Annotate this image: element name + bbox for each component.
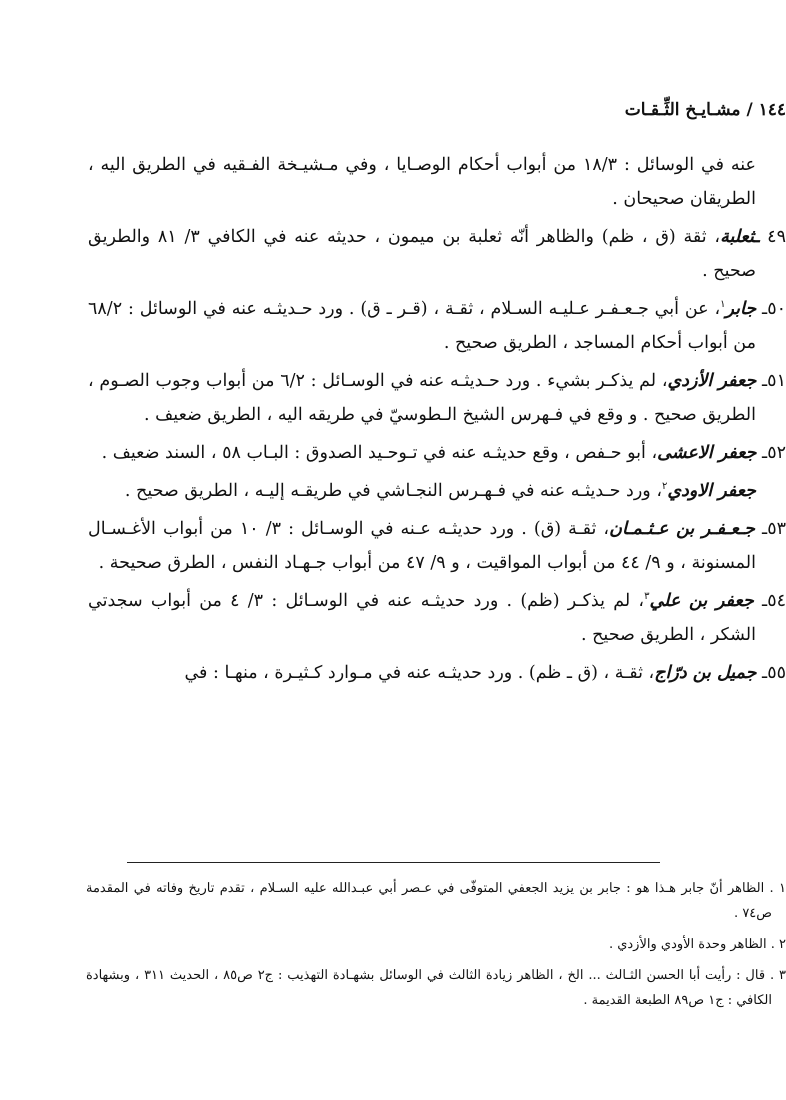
entry-number: ٥٠ـ <box>762 299 786 319</box>
narrator-name: جابر <box>725 299 757 319</box>
entry-53 <box>88 512 786 580</box>
entry-number: ٥٤ـ <box>762 591 786 611</box>
narrator-name: ـثعلبة <box>720 227 760 247</box>
entry-55 <box>88 656 786 690</box>
entry-50 <box>88 292 786 360</box>
entry-number: ٤٩ <box>767 227 786 247</box>
narrator-name: جعفر الاودي <box>667 481 756 501</box>
entry-text: ، لم يذكـر (ظم) . ورد حديثـه عنه في الوسـائل : ٣/ ٤ من أبواب سجدتي الشكر ، الطريق صحيح . <box>88 591 756 645</box>
entry-51 <box>88 364 786 432</box>
entry-52 <box>88 436 786 470</box>
entry-text: ، ثقـة ، (ق ـ ظم) . ورد حديثـه عنه في مـوارد كـثيـرة ، منهـا : في <box>184 663 655 683</box>
footnote-2 <box>86 932 786 957</box>
main-text <box>88 146 786 694</box>
footnote-ref: ١ <box>720 299 726 311</box>
footnote-text: الظاهر أنّ جابر هـذا هو : جابر بن يزيد الجعفي المتوفّى في عـصر أبي عبـدالله عليه السـلام ، تقدم تاريخ وفاته في المقدمة ص٧٤ . <box>86 881 772 921</box>
footnote-1 <box>86 876 786 926</box>
narrator-name: جميل بن درّاج <box>654 663 757 683</box>
entry-54 <box>88 584 786 652</box>
entry-number: ٥٢ـ <box>762 443 786 463</box>
entry-text: ، عن أبي جـعـفـر عـليـه السـلام ، ثقـة ، (قـر ـ ق) . ورد حـديثـه عنه في الوسائل : ٦٨/٢ من أبواب أحكام المساجد ، الطريق صحيح . <box>88 299 756 353</box>
page-number: ١٤٤ <box>758 100 786 120</box>
entry-49 <box>88 220 786 288</box>
footnote-text: قال : رأيت أبا الحسن الثـالث ... الخ ، الظاهر زيادة الثالث في الوسائل بشهـادة التهذيب : ج٢ ص٨٥ ، الحديث ٣١١ ، وبشهادة الكافي : ج١ ص٨٩ الطبعة القديمة . <box>86 968 772 1008</box>
entry-text: ، أبو حـفص ، وقع حديثـه عنه في تـوحـيد الصدوق : البـاب ٥٨ ، السند ضعيف . <box>101 443 658 463</box>
narrator-name: جـعـفـر بن عـثـمـان <box>609 519 755 539</box>
footnote-divider <box>127 862 660 863</box>
footnote-marker: ٢ . <box>770 937 786 952</box>
entry-number: ٥١ـ <box>762 371 786 391</box>
header-separator: / <box>746 100 753 120</box>
book-title: مشـايـخ الثِّـقـات <box>624 100 741 120</box>
entry-text: عنه في الوسائل : ١٨/٣ من أبواب أحكام الوصـايا ، وفي مـشيـخة الفـقيه في الطريق اليه ، الطريقان صحيحان . <box>88 155 756 209</box>
entry-text: ، ثقة (ق ، ظم) والظاهر أنّه ثعلبة بن ميمون ، حديثه عنه في الكافي ٣/ ٨١ والطريق صحيح . <box>88 227 756 281</box>
footnote-marker: ٣ . <box>769 968 786 983</box>
entry-number: ٥٥ـ <box>762 663 786 683</box>
entry-text: ، لم يذكـر بشيء . ورد حـديثـه عنه في الوسـائل : ٦/٢ من أبواب وجوب الصـوم ، الطريق صحيح . و وقع في فـهرس الشيخ الـطوسيّ في طريقه اليه ، الطريق ضعيف . <box>88 371 756 425</box>
narrator-name: جعفر بن علي <box>649 591 754 611</box>
entry-52-sub <box>88 474 786 508</box>
narrator-name: جعفر الأزدي <box>667 371 757 391</box>
footnote-3 <box>86 963 786 1013</box>
footnote-marker: ١ . <box>769 881 786 896</box>
running-header <box>96 100 786 120</box>
footnote-ref: ٣ <box>644 591 650 603</box>
entry-number: ٥٣ـ <box>762 519 786 539</box>
narrator-name: جعفر الاعشى <box>657 443 757 463</box>
footnotes <box>86 876 786 1019</box>
footnote-ref: ٢ <box>661 481 668 493</box>
entry-text: ، ورد حـديثـه عنه في فـهـرس النجـاشي في طريقـه إليـه ، الطريق صحيح . <box>124 481 662 501</box>
entry-text: ، ثقـة (ق) . ورد حديثـه عـنه في الوسـائل : ٣/ ١٠ من أبواب الأغـسـال المسنونة ، و ٩/ ٤٤ من أبواب المواقيت ، و ٩/ ٤٧ من أبواب جـهـاد النفس ، الطرق صحيحة . <box>88 519 756 573</box>
footnote-text: الظاهر وحدة الأودي والأزدي . <box>608 937 767 952</box>
continuation-paragraph <box>88 148 786 216</box>
